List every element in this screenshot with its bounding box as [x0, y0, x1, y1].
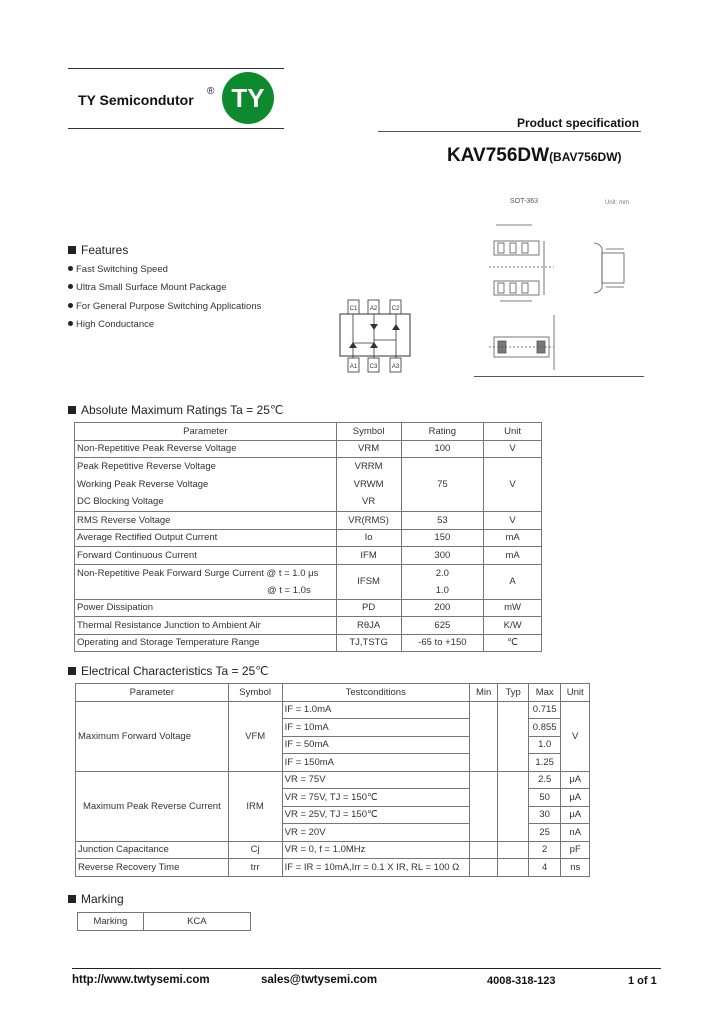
feature-item [68, 301, 261, 312]
abs-max-table [74, 422, 542, 652]
symbol-cell: Cj [228, 841, 282, 859]
cond-cell: VR = 0, f = 1.0MHz [282, 841, 469, 859]
rating-line: 1.0 [435, 584, 449, 596]
table-row [75, 458, 542, 512]
unit-cell: mW [484, 599, 542, 617]
table-header-row [75, 423, 542, 441]
column-header: Parameter [75, 423, 337, 441]
rating-cell: 53 [401, 512, 484, 530]
package-unit: Unit: mm [605, 200, 629, 206]
typ-cell [498, 701, 529, 771]
part-title [447, 145, 622, 167]
table-row [75, 547, 542, 565]
table-row [76, 859, 590, 877]
cond-cell: IF = IR = 10mA,Irr = 0.1 X IR, RL = 100 Ω [282, 859, 469, 877]
param-cell: Junction Capacitance [76, 841, 229, 859]
unit-cell: μA [561, 771, 590, 789]
column-header: Typ [498, 684, 529, 702]
elec-title [68, 664, 269, 678]
cond-cell: VR = 75V [282, 771, 469, 789]
table-row [75, 634, 542, 652]
column-header: Unit [484, 423, 542, 441]
column-header: Symbol [228, 684, 282, 702]
table-row [76, 771, 590, 789]
rating-cell [401, 564, 484, 599]
footer-email-link[interactable]: sales@twtysemi.com [261, 974, 378, 986]
rating-cell: 75 [401, 458, 484, 512]
unit-cell: ℃ [484, 634, 542, 652]
marking-value-cell: KCA [143, 913, 250, 931]
footer-phone: 4008-318-123 [487, 975, 556, 987]
unit-cell: V [484, 458, 542, 512]
rating-cell: -65 to +150 [401, 634, 484, 652]
column-header: Max [528, 684, 561, 702]
param-cell: RMS Reverse Voltage [75, 512, 337, 530]
column-header: Parameter [76, 684, 229, 702]
table-row [75, 599, 542, 617]
feature-item [68, 282, 226, 293]
column-header: Symbol [336, 423, 401, 441]
cond-cell: IF = 150mA [282, 754, 469, 772]
symbol-line: VR [362, 496, 376, 508]
symbol-cell: IFM [336, 547, 401, 565]
column-header: Rating [401, 423, 484, 441]
symbol-cell: PD [336, 599, 401, 617]
table-row [75, 529, 542, 547]
param-cell [75, 458, 337, 512]
typ-cell [498, 859, 529, 877]
table-row [75, 617, 542, 635]
param-cell [75, 564, 337, 599]
param-cell: Maximum Forward Voltage [76, 701, 229, 771]
table-row [75, 564, 542, 599]
company-name: TY Semicondutor [78, 92, 194, 108]
param-cell: Non-Repetitive Peak Reverse Voltage [75, 440, 337, 458]
unit-cell: A [484, 564, 542, 599]
elec-table [75, 683, 590, 877]
param-line: Non-Repetitive Peak Forward Surge Current @ t = 1.0 μs [77, 567, 319, 579]
symbol-cell: IRM [228, 771, 282, 841]
param-line: Working Peak Reverse Voltage [77, 478, 209, 490]
unit-cell: μA [561, 806, 590, 824]
unit-cell: V [484, 440, 542, 458]
rating-cell: 150 [401, 529, 484, 547]
max-cell: 25 [528, 824, 561, 842]
part-number: KAV756DW [447, 145, 550, 166]
param-cell: Thermal Resistance Junction to Ambient Air [75, 617, 337, 635]
pin-c2-label: C2 [391, 306, 400, 312]
rating-cell: 300 [401, 547, 484, 565]
pin-a3-label: A3 [391, 364, 400, 370]
symbol-cell: trr [228, 859, 282, 877]
param-line: DC Blocking Voltage [77, 496, 164, 508]
param-cell: Forward Continuous Current [75, 547, 337, 565]
symbol-cell: IFSM [336, 564, 401, 599]
param-cell: Operating and Storage Temperature Range [75, 634, 337, 652]
rating-cell: 100 [401, 440, 484, 458]
unit-cell: V [484, 512, 542, 530]
features-title [68, 243, 128, 257]
pin-c1-label: C1 [349, 306, 358, 312]
symbol-cell: Io [336, 529, 401, 547]
column-header: Min [469, 684, 497, 702]
min-cell [469, 841, 497, 859]
cond-cell: IF = 50mA [282, 736, 469, 754]
rating-line: 2.0 [435, 567, 449, 579]
table-row [78, 913, 251, 931]
symbol-line: VRRM [354, 461, 383, 473]
alt-part-number: (BAV756DW) [549, 150, 622, 164]
feature-item [68, 264, 168, 275]
max-cell: 0.855 [528, 719, 561, 737]
feature-text: For General Purpose Switching Applications [76, 301, 262, 312]
rating-cell: 200 [401, 599, 484, 617]
pin-a2-label: A2 [369, 306, 378, 312]
feature-item [68, 319, 154, 330]
symbol-cell: VR(RMS) [336, 512, 401, 530]
param-line: @ t = 1.0s [267, 584, 311, 596]
feature-text: Fast Switching Speed [76, 264, 168, 275]
unit-cell: K/W [484, 617, 542, 635]
package-outline-drawing [474, 205, 644, 377]
table-row [75, 512, 542, 530]
max-cell: 1.0 [528, 736, 561, 754]
unit-cell: V [561, 701, 590, 771]
footer-page-number: 1 of 1 [628, 975, 657, 987]
registered-mark: ® [207, 86, 215, 97]
unit-cell: pF [561, 841, 590, 859]
symbol-cell [336, 458, 401, 512]
min-cell [469, 771, 497, 841]
cond-cell: VR = 20V [282, 824, 469, 842]
param-cell: Power Dissipation [75, 599, 337, 617]
min-cell [469, 701, 497, 771]
max-cell: 50 [528, 789, 561, 807]
abs-max-title-text: Absolute Maximum Ratings Ta = 25℃ [81, 403, 284, 417]
symbol-cell: RθJA [336, 617, 401, 635]
spec-label: Product specification [517, 116, 640, 130]
footer-website-link[interactable]: http://www.twtysemi.com [72, 974, 210, 986]
typ-cell [498, 841, 529, 859]
symbol-cell: VRM [336, 440, 401, 458]
table-row [75, 440, 542, 458]
package-name: SOT-363 [510, 198, 539, 205]
typ-cell [498, 771, 529, 841]
column-header: Unit [561, 684, 590, 702]
cond-cell: IF = 1.0mA [282, 701, 469, 719]
marking-label-cell: Marking [78, 913, 144, 931]
unit-cell: mA [484, 529, 542, 547]
feature-text: Ultra Small Surface Mount Package [76, 282, 227, 293]
symbol-cell: VFM [228, 701, 282, 771]
param-cell: Average Rectified Output Current [75, 529, 337, 547]
unit-cell: nA [561, 824, 590, 842]
param-cell: Maximum Peak Reverse Current [76, 771, 229, 841]
pin-a1-label: A1 [349, 364, 358, 370]
max-cell: 0.715 [528, 701, 561, 719]
table-header-row [76, 684, 590, 702]
max-cell: 30 [528, 806, 561, 824]
features-title-text: Features [81, 243, 129, 257]
table-row [76, 701, 590, 719]
table-row [76, 841, 590, 859]
unit-cell: mA [484, 547, 542, 565]
marking-title [68, 892, 124, 906]
min-cell [469, 859, 497, 877]
marking-title-text: Marking [81, 892, 124, 906]
elec-title-text: Electrical Characteristics Ta = 25℃ [81, 664, 269, 678]
cond-cell: VR = 25V, TJ = 150℃ [282, 806, 469, 824]
rating-cell: 625 [401, 617, 484, 635]
param-line: Peak Repetitive Reverse Voltage [77, 461, 216, 473]
symbol-cell: TJ,TSTG [336, 634, 401, 652]
symbol-line: VRWM [353, 478, 384, 490]
cond-cell: IF = 10mA [282, 719, 469, 737]
max-cell: 1.25 [528, 754, 561, 772]
max-cell: 2 [528, 841, 561, 859]
max-cell: 2.5 [528, 771, 561, 789]
logo [222, 72, 274, 124]
unit-cell: ns [561, 859, 590, 877]
unit-cell: μA [561, 789, 590, 807]
marking-table [77, 912, 251, 931]
logo-text: TY [231, 83, 265, 113]
feature-text: High Conductance [76, 319, 155, 330]
abs-max-title [68, 403, 283, 417]
column-header: Testconditions [282, 684, 469, 702]
cond-cell: VR = 75V, TJ = 150℃ [282, 789, 469, 807]
param-cell: Reverse Recovery Time [76, 859, 229, 877]
pin-c3-label: C3 [369, 364, 378, 370]
max-cell: 4 [528, 859, 561, 877]
pin-configuration-diagram [336, 296, 414, 376]
